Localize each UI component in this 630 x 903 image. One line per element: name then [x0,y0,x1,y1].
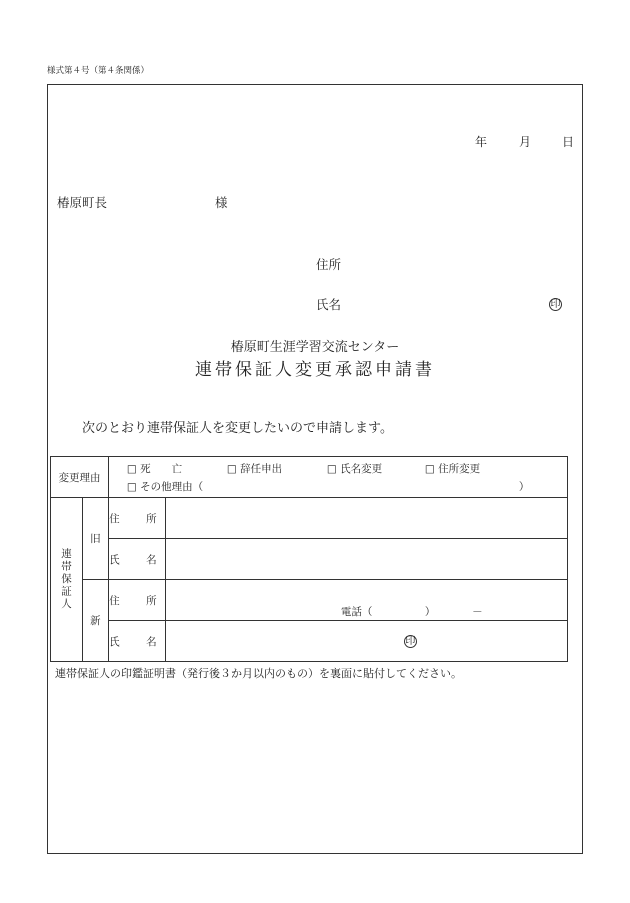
change-reason-label: 変更理由 [51,457,109,498]
new-label: 新 [82,580,108,662]
date-year-label: 年 [475,135,488,149]
new-name-label: 氏 名 [108,621,165,662]
new-address-field[interactable] [165,580,567,621]
attachment-note: 連帯保証人の印鑑証明書（発行後３か月以内のもの）を裏面に貼付してください。 [55,667,462,680]
honorific: 様 [215,195,228,210]
form-subtitle: 椿原町生涯学習交流センター [230,340,400,355]
new-seal-icon: 印 [405,636,416,647]
old-address-label: 住 所 [108,498,165,539]
applicant-address-label: 住所 [316,257,342,272]
old-label: 旧 [82,498,108,580]
reason-resign-checkbox[interactable]: □ 辞任申出 [226,463,283,475]
new-address-label: 住 所 [108,580,165,621]
application-statement: 次のとおり連帯保証人を変更したいので申請します。 [82,421,393,436]
guarantor-label: 連帯保証人 [59,548,72,611]
reason-other-close: ） [518,481,530,493]
change-reason-options [108,457,567,498]
addressee: 椿原町長 [57,195,108,210]
date-day-label: 日 [562,135,575,149]
reason-other-checkbox[interactable]: □ その他理由（ [126,481,204,493]
guarantor-table [50,456,568,662]
old-name-label: 氏 名 [108,539,165,580]
reason-name-change-checkbox[interactable]: □ 氏名変更 [326,463,383,475]
guarantor-label-cell [51,498,83,662]
reason-address-change-checkbox[interactable]: □ 住所変更 [424,463,481,475]
date-month-label: 月 [519,135,532,149]
old-address-field[interactable] [165,498,567,539]
new-phone-field[interactable]: 電話（ ） － [340,606,483,618]
old-name-field[interactable] [165,539,567,580]
form-code: 様式第４号（第４条関係） [47,66,150,76]
applicant-name-label: 氏名 [316,297,342,312]
applicant-seal-icon: 印 [550,299,561,310]
reason-death-checkbox[interactable]: □ 死 亡 [126,463,183,475]
new-name-field[interactable] [165,621,567,662]
form-title: 連帯保証人変更承認申請書 [195,360,435,380]
